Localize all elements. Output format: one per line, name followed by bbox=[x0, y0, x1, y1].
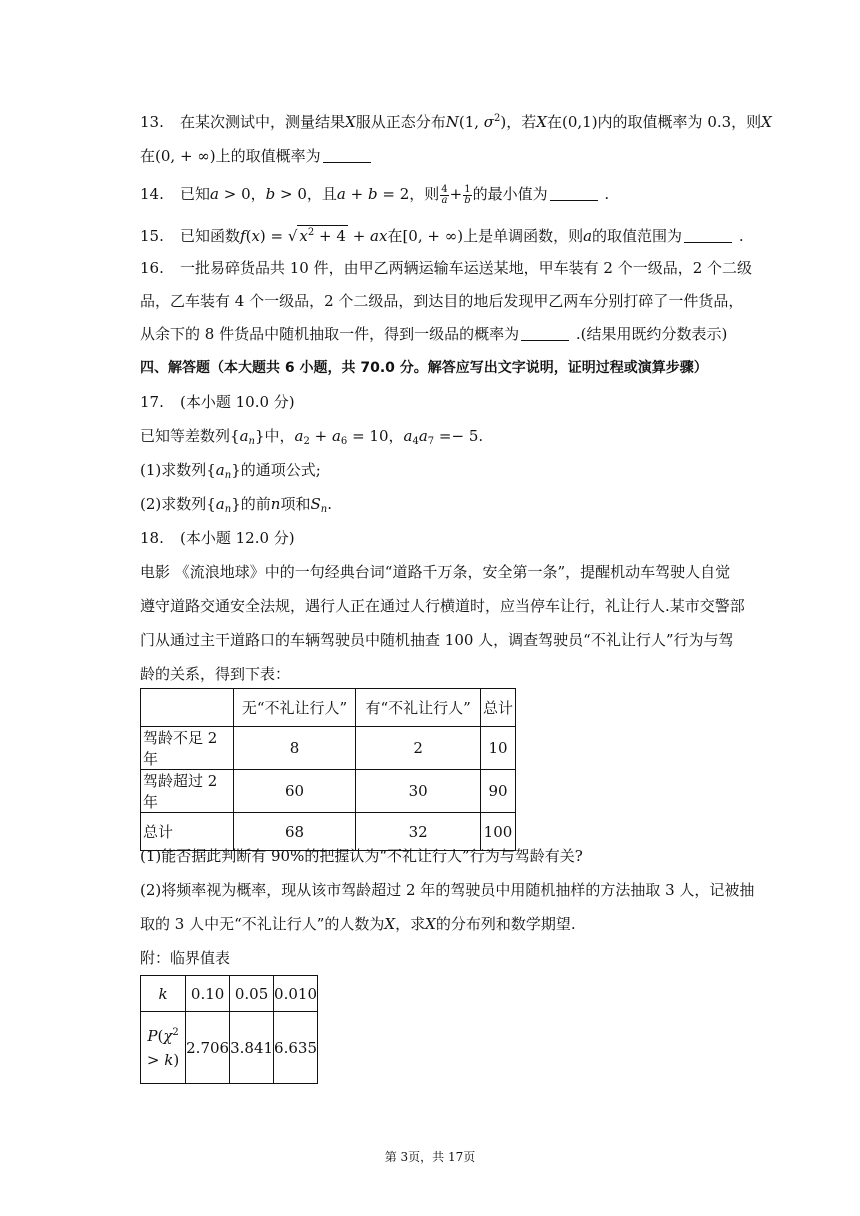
table-cell: 总计 bbox=[141, 813, 234, 851]
question-17-part-2: (2)求数列$\{a_n\}$的前n项和$S_n$. bbox=[140, 495, 332, 515]
table-cell: 0.05 bbox=[230, 976, 274, 1012]
page-footer: 第 3页，共 17页 bbox=[384, 1150, 476, 1164]
text: 已知等差数列 bbox=[140, 427, 231, 445]
answer-blank[interactable] bbox=[521, 326, 569, 341]
question-16-line-2: 品，乙车装有 4 个一级品，2 个二级品，到达目的地后发现甲乙两车分别打碎了一件货品， bbox=[140, 292, 744, 310]
answer-blank[interactable] bbox=[323, 148, 371, 163]
question-13-line-2: 在(0, + ∞)上的取值概率为 bbox=[140, 146, 760, 166]
table-cell bbox=[141, 689, 234, 727]
table-row bbox=[141, 770, 516, 813]
text: 已知函数 bbox=[180, 227, 241, 245]
text: 从余下的 8 件货品中随机抽取一件，得到一级品的概率为 bbox=[140, 325, 520, 343]
q18-para-line-1: 电影 《流浪地球》中的一句经典台词“道路千万条，安全第一条”，提醒机动车驾驶人自觉 bbox=[140, 563, 731, 581]
table-cell: 2 bbox=[356, 727, 481, 770]
text: ， bbox=[250, 185, 266, 203]
table-cell: $P(\chi^2$ > k) bbox=[141, 1012, 186, 1084]
answer-blank[interactable] bbox=[684, 228, 732, 243]
table-cell: 2.706 bbox=[186, 1012, 230, 1084]
text: 已知 bbox=[180, 185, 211, 203]
q18-para-line-3: 门从通过主干道路口的车辆驾驶员中随机抽查 100 人，调查驾驶员“不礼让行人”行为与驾 bbox=[140, 631, 734, 649]
question-15: 15. 已知函数f(x) = √ $x^2 + 4$ + ax在[0, + ∞)上是单调函数，则a的取值范围为 . bbox=[140, 227, 744, 245]
question-17-part-1: (1)求数列$\{a_n\}$的通项公式; bbox=[140, 461, 321, 481]
math-normal: N bbox=[445, 113, 459, 131]
text: (2)求数列 bbox=[140, 495, 207, 513]
critical-value-table bbox=[140, 975, 318, 1084]
text: 在 bbox=[140, 147, 156, 165]
text: 的通项公式; bbox=[240, 461, 321, 479]
table-cell: 6.635 bbox=[274, 1012, 318, 1084]
fraction: $\frac{1}{b}$ bbox=[464, 183, 471, 206]
text: . bbox=[599, 185, 610, 203]
section-title: 四、解答题（本大题共 6 小题，共 70.0 分。解答应写出文字说明，证明过程或演算步骤） bbox=[140, 360, 708, 376]
text: . bbox=[327, 495, 332, 513]
question-number: 16. bbox=[140, 259, 164, 277]
table-cell: 0.10 bbox=[186, 976, 230, 1012]
question-number: 17. bbox=[140, 393, 164, 411]
table-cell: 驾龄超过 2 年 bbox=[141, 770, 234, 813]
q18-para-line-4: 龄的关系，得到下表： bbox=[140, 665, 291, 683]
table-cell: 68 bbox=[233, 813, 356, 851]
q18-part-2-line-1: (2)将频率视为概率，现从该市驾龄超过 2 年的驾驶员中用随机抽样的方法抽取 3 人，记被抽 bbox=[140, 881, 755, 899]
table-cell: 32 bbox=[356, 813, 481, 851]
table-cell: 总计 bbox=[480, 689, 515, 727]
table-row bbox=[141, 813, 516, 851]
math-x: X bbox=[345, 113, 356, 131]
score-label: (本小题 10.0 分) bbox=[180, 393, 295, 411]
score-label: (本小题 12.0 分) bbox=[180, 529, 295, 547]
text: 取的 3 人中无“不礼让行人”的人数为 bbox=[140, 915, 385, 933]
text: ，则 bbox=[409, 185, 440, 203]
text: ，求 bbox=[395, 915, 426, 933]
text: 上是单调函数，则 bbox=[463, 227, 584, 245]
table-cell: k bbox=[141, 976, 186, 1012]
text: 内的取值概率为 0.3，则 bbox=[597, 113, 762, 131]
question-number: 14. bbox=[140, 185, 164, 203]
table-cell: 有“不礼让行人” bbox=[356, 689, 481, 727]
question-17-header bbox=[140, 392, 760, 412]
question-14: 14. 已知a > 0，b > 0，且a + b = 2，则 $\frac{4}{a}$ + $\frac{1}{b}$ 的最小值为 . bbox=[140, 183, 610, 206]
table-row bbox=[141, 976, 318, 1012]
question-13-line-1: 13. 在某次测试中，测量结果X服从正态分布N(1, $\sigma^2$)，若X在(0,1)内的取值概率为 0.3，则X bbox=[140, 113, 772, 131]
table-row bbox=[141, 727, 516, 770]
table-row bbox=[141, 1012, 318, 1084]
text: 项和 bbox=[280, 495, 311, 513]
text: . bbox=[734, 227, 744, 245]
q18-para-line-2: 遵守道路交通安全法规，遇行人正在通过人行横道时，应当停车让行，礼让行人.某市交警部 bbox=[140, 597, 745, 615]
text: 在某次测试中，测量结果 bbox=[180, 113, 346, 131]
text: 服从正态分布 bbox=[355, 113, 446, 131]
text: 的最小值为 bbox=[472, 185, 548, 203]
table-cell: 3.841 bbox=[230, 1012, 274, 1084]
table-cell: 60 bbox=[233, 770, 356, 813]
text: (1)求数列 bbox=[140, 461, 207, 479]
answer-blank[interactable] bbox=[550, 186, 598, 201]
q18-part-1: (1)能否据此判断有 90%的把握认为“不礼让行人”行为与驾龄有关? bbox=[140, 847, 583, 865]
text: ，若 bbox=[506, 113, 537, 131]
question-18-header bbox=[140, 528, 760, 548]
table-cell: 100 bbox=[480, 813, 515, 851]
text: ，且 bbox=[306, 185, 337, 203]
table-header-row bbox=[141, 689, 516, 727]
text: 的分布列和数学期望. bbox=[435, 915, 576, 933]
contingency-table bbox=[140, 688, 516, 851]
table-cell: 8 bbox=[233, 727, 356, 770]
text: 的前 bbox=[240, 495, 271, 513]
text: 上的取值概率为 bbox=[215, 147, 321, 165]
q18-part-2-line-2: 取的 3 人中无“不礼让行人”的人数为X，求X的分布列和数学期望. bbox=[140, 915, 576, 933]
text: 的取值范围为 bbox=[592, 227, 683, 245]
text: 中， bbox=[264, 427, 295, 445]
text: 在 bbox=[546, 113, 562, 131]
text: .(结果用既约分数表示) bbox=[571, 325, 728, 343]
text: 一批易碎货品共 10 件，由甲乙两辆运输车运送某地，甲车装有 2 个一级品，2 个二级 bbox=[180, 259, 753, 277]
question-16-line-3 bbox=[140, 324, 760, 344]
question-17-stem: 已知等差数列$\{a_n\}$中，$a_2 + a_6 = 10$，$a_4a_7 =- 5$. bbox=[140, 427, 484, 447]
table-cell: 0.010 bbox=[274, 976, 318, 1012]
table-cell: 驾龄不足 2 年 bbox=[141, 727, 234, 770]
question-number: 15. bbox=[140, 227, 164, 245]
question-number: 18. bbox=[140, 529, 164, 547]
table-cell: 无“不礼让行人” bbox=[233, 689, 356, 727]
fraction: $\frac{4}{a}$ bbox=[441, 183, 448, 206]
question-number: 13. bbox=[140, 113, 164, 131]
table-cell: 10 bbox=[480, 727, 515, 770]
question-16-line-1 bbox=[140, 258, 760, 278]
table-cell: 90 bbox=[480, 770, 515, 813]
text: 在 bbox=[387, 227, 403, 245]
appendix-title: 附：临界值表 bbox=[140, 949, 231, 967]
table-cell: 30 bbox=[356, 770, 481, 813]
